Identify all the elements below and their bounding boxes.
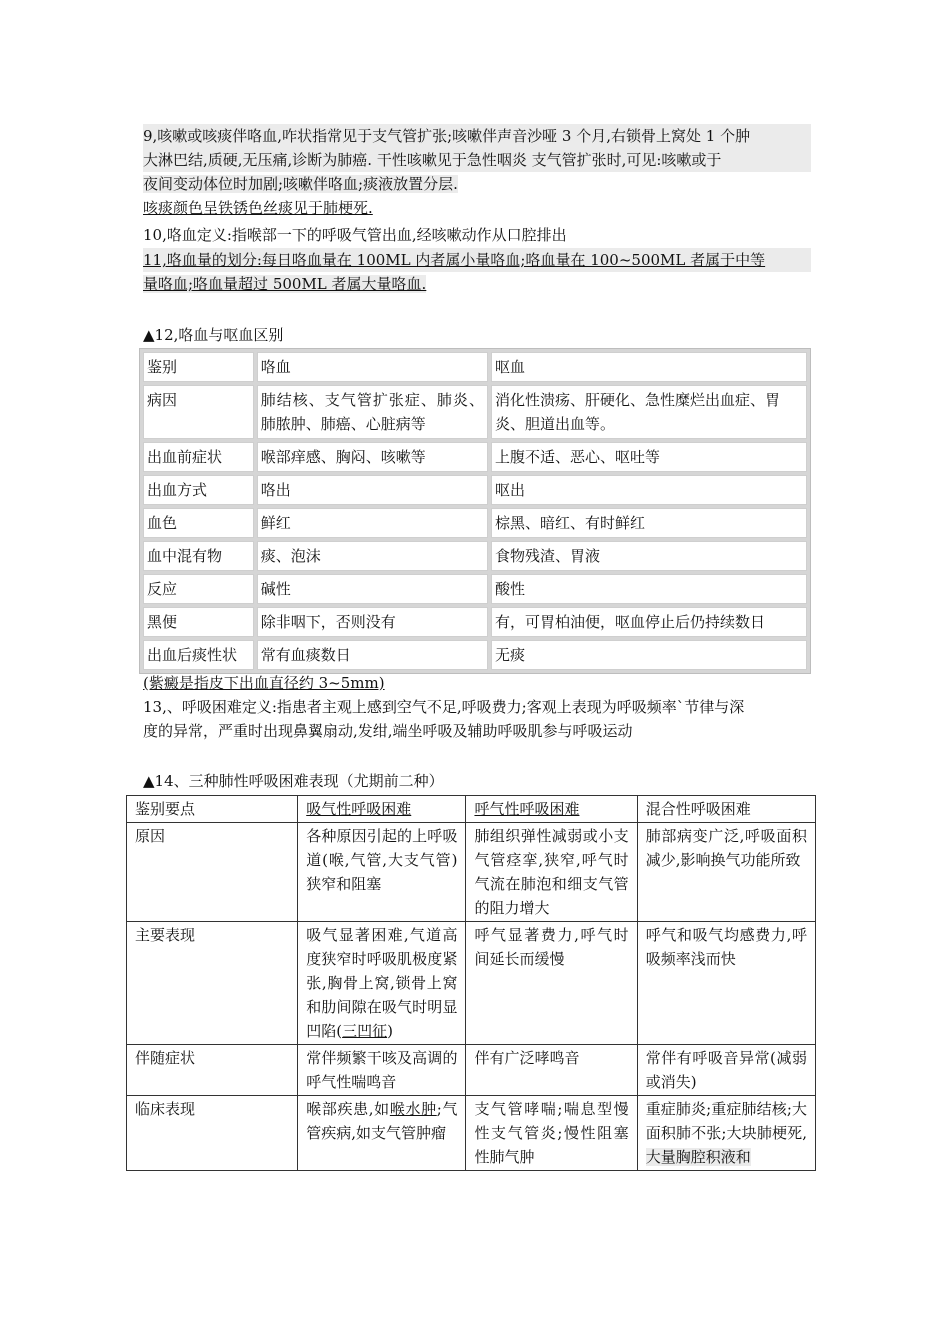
table-cell: 咯血 bbox=[257, 352, 488, 382]
table-cell: 常有血痰数日 bbox=[257, 640, 488, 670]
section-10-paragraph: 10,咯血定义:指喉部一下的呼吸气管出血,经咳嗽动作从口腔排出 bbox=[143, 226, 567, 244]
table-row bbox=[127, 922, 816, 1045]
table-header-cell: 混合性呼吸困难 bbox=[637, 796, 815, 823]
table-row bbox=[143, 352, 807, 382]
header-expiratory: 呼气性呼吸困难 bbox=[474, 800, 580, 818]
table-cell: 鲜红 bbox=[257, 508, 488, 538]
section-9-line-3: 夜间变动体位时加剧;咳嗽伴咯血;痰液放置分层. bbox=[143, 175, 458, 193]
table-cell: 食物残渣、胃液 bbox=[491, 541, 807, 571]
clinical-inspiratory-text: 喉部疾患,如 bbox=[306, 1100, 390, 1118]
table-cell: 原因 bbox=[127, 823, 298, 922]
hemoptysis-vs-hematemesis-table bbox=[139, 348, 811, 674]
table-cell: 碱性 bbox=[257, 574, 488, 604]
table-cell: 常伴有呼吸音异常(减弱或消失) bbox=[637, 1045, 815, 1096]
section-9-line-2: 大淋巴结,质硬,无压痛,诊断为肺癌. 干性咳嗽见于急性咽炎 支气管扩张时,可见:咳嗽或于 bbox=[143, 148, 811, 172]
section-9-line-1: 9,咳嗽或咳痰伴咯血,咋状指常见于支气管扩张;咳嗽伴声音沙哑 3 个月,右锁骨上窝处 1 个肿 bbox=[143, 124, 811, 148]
table-cell: 除非咽下，否则没有 bbox=[257, 607, 488, 637]
table-cell bbox=[298, 1096, 466, 1171]
table-cell: 血色 bbox=[143, 508, 254, 538]
purpura-note bbox=[143, 671, 811, 695]
close-paren-text: ) bbox=[387, 1022, 393, 1040]
table-cell: 呼气显著费力,呼气时间延长而缓慢 bbox=[466, 922, 637, 1045]
table-cell: 血中混有物 bbox=[143, 541, 254, 571]
table-cell: 无痰 bbox=[491, 640, 807, 670]
table-row bbox=[143, 640, 807, 670]
table-cell: 出血前症状 bbox=[143, 442, 254, 472]
table-row bbox=[127, 1045, 816, 1096]
dyspnea-types-table bbox=[126, 795, 816, 1171]
table-row bbox=[143, 607, 807, 637]
table-cell: 出血后痰性状 bbox=[143, 640, 254, 670]
table-header-row bbox=[127, 796, 816, 823]
table-cell: 出血方式 bbox=[143, 475, 254, 505]
table-cell: 伴随症状 bbox=[127, 1045, 298, 1096]
section-11-line-2: 量咯血;咯血量超过 500ML 者属大量咯血. bbox=[143, 275, 427, 293]
section-12-title: ▲12,咯血与呕血区别 bbox=[143, 326, 284, 344]
table-cell: 呕血 bbox=[491, 352, 807, 382]
table-cell: 伴有广泛哮鸣音 bbox=[466, 1045, 637, 1096]
purpura-note-text: (紫癜是指皮下出血直径约 3~5mm) bbox=[143, 674, 385, 692]
table-row bbox=[143, 475, 807, 505]
section-11-paragraph bbox=[143, 248, 811, 296]
table-cell: 反应 bbox=[143, 574, 254, 604]
table-row bbox=[143, 574, 807, 604]
table-cell bbox=[298, 922, 466, 1045]
table-cell: 常伴频繁干咳及高调的呼气性喘鸣音 bbox=[298, 1045, 466, 1096]
table-row bbox=[143, 442, 807, 472]
table-cell: 有，可胃柏油便，呕血停止后仍持续数日 bbox=[491, 607, 807, 637]
three-signs-text: 三凹征 bbox=[342, 1022, 388, 1040]
table-cell: 鉴别 bbox=[143, 352, 254, 382]
section-11-line-1: 11,咯血量的划分:每日咯血量在 100ML 内者属小量咯血;咯血量在 100~500ML 者属于中等 bbox=[143, 248, 811, 272]
clinical-mixed-tail: 大量胸腔积液和 bbox=[645, 1148, 751, 1166]
table-cell: 痰、泡沫 bbox=[257, 541, 488, 571]
clinical-mixed-text: 重症肺炎;重症肺结核;大面积肺不张;大块肺梗死, bbox=[645, 1100, 807, 1142]
section-9-line-4: 咳痰颜色呈铁锈色丝痰见于肺梗死. bbox=[143, 199, 373, 217]
table-cell: 酸性 bbox=[491, 574, 807, 604]
laryngeal-edema-text: 喉水肿 bbox=[389, 1100, 437, 1118]
table-cell: 呼气和吸气均感费力,呼吸频率浅而快 bbox=[637, 922, 815, 1045]
table-cell: 肺部病变广泛,呼吸面积减少,影响换气功能所致 bbox=[637, 823, 815, 922]
table-header-cell: 鉴别要点 bbox=[127, 796, 298, 823]
section-13-paragraph bbox=[143, 695, 811, 743]
table-cell: 支气管哮喘;喘息型慢性支气管炎;慢性阻塞性肺气肿 bbox=[466, 1096, 637, 1171]
table-cell: 咯出 bbox=[257, 475, 488, 505]
table-row bbox=[143, 508, 807, 538]
header-inspiratory: 吸气性呼吸困难 bbox=[306, 800, 412, 818]
table-header-cell bbox=[298, 796, 466, 823]
table-cell: 上腹不适、恶心、呕吐等 bbox=[491, 442, 807, 472]
table-row bbox=[127, 1096, 816, 1171]
table-cell: 临床表现 bbox=[127, 1096, 298, 1171]
table-row bbox=[143, 541, 807, 571]
table-row bbox=[127, 823, 816, 922]
section-13-line-1: 13,、呼吸困难定义:指患者主观上感到空气不足,呼吸费力;客观上表现为呼吸频率`节律与深 bbox=[143, 698, 745, 716]
table-cell: 黑便 bbox=[143, 607, 254, 637]
table-cell: 肺组织弹性减弱或小支气管痉挛,狭窄,呼气时气流在肺泡和细支气管的阻力增大 bbox=[466, 823, 637, 922]
section-14-title: ▲14、三种肺性呼吸困难表现（尤期前二种） bbox=[143, 772, 444, 790]
table-cell bbox=[637, 1096, 815, 1171]
table-cell: 各种原因引起的上呼吸道(喉,气管,大支气管)狭窄和阻塞 bbox=[298, 823, 466, 922]
clinical-inspiratory-tail: ;气管疾病,如支气管肿瘤 bbox=[306, 1100, 458, 1142]
table-header-cell bbox=[466, 796, 637, 823]
table-cell: 喉部痒感、胸闷、咳嗽等 bbox=[257, 442, 488, 472]
table-row bbox=[143, 385, 807, 439]
table-cell: 呕出 bbox=[491, 475, 807, 505]
table-cell: 病因 bbox=[143, 385, 254, 439]
section-13-line-2: 度的异常，严重时出现鼻翼扇动,发绀,端坐呼吸及辅助呼吸肌参与呼吸运动 bbox=[143, 722, 633, 740]
table-cell: 肺结核、支气管扩张症、肺炎、肺脓肿、肺癌、心脏病等 bbox=[257, 385, 488, 439]
table-cell: 消化性溃疡、肝硬化、急性糜烂出血症、胃炎、胆道出血等。 bbox=[491, 385, 807, 439]
table-cell: 棕黑、暗红、有时鲜红 bbox=[491, 508, 807, 538]
section-9-paragraph bbox=[143, 124, 811, 220]
main-inspiratory-text: 吸气显著困难,气道高度狭窄时呼吸肌极度紧张,胸骨上窝,锁骨上窝和肋间隙在吸气时明显凹陷( bbox=[306, 926, 458, 1040]
table-cell: 主要表现 bbox=[127, 922, 298, 1045]
